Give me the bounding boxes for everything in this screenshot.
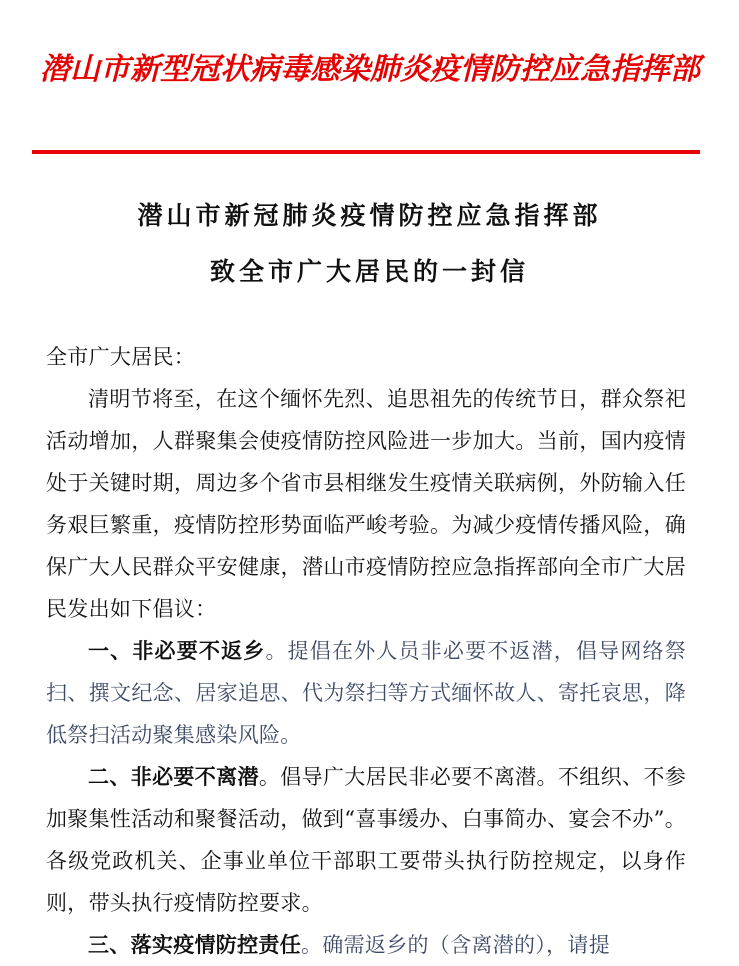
- intro-paragraph: 清明节将至，在这个缅怀先烈、追思祖先的传统节日，群众祭祀活动增加，人群聚集会使疫情防控风险进一步加大。当前，国内疫情处于关键时期，周边多个省市县相继发生疫情关联病例，外防输入任务艰巨繁重，疫情防控形势面临严峻考验。为减少疫情传播风险，确保广大人民群众平安健康，潜山市疫情防控应急指挥部向全市广大居民发出如下倡议：: [46, 387, 686, 621]
- item-2-text: 。倡导广大居民非必要不离潜。不组织、不参加聚集性活动和聚餐活动，做到“喜事缓办、白事简办、宴会不办”。各级党政机关、企事业单位干部职工要带头执行防控规定，以身作则，带头执行疫情防控要求。: [46, 765, 686, 915]
- item-2: [46, 756, 686, 924]
- item-2-heading: 二、非必要不离潜: [88, 765, 259, 789]
- item-3-text: 。确需返乡的（含离潜的），请提: [301, 933, 610, 957]
- letter-body: [46, 336, 686, 966]
- item-1: [46, 630, 686, 756]
- salutation: 全市广大居民：: [46, 345, 196, 369]
- letter-title-line2: 致全市广大居民的一封信: [209, 257, 529, 286]
- item-1-heading: 一、非必要不返乡: [88, 639, 266, 663]
- red-divider: [32, 150, 700, 154]
- item-3-heading: 三、落实疫情防控责任: [88, 933, 301, 957]
- item-1-text: 。提倡在外人员非必要不返潜，倡导网络祭扫、撰文纪念、居家追思、代为祭扫等方式缅怀故人、寄托哀思，降低祭扫活动聚集感染风险。: [46, 639, 686, 747]
- item-3: [46, 924, 686, 966]
- masthead-title: 潜山市新型冠状病毒感染肺炎疫情防控应急指挥部: [40, 52, 700, 87]
- letter-title-line1: 潜山市新冠肺炎疫情防控应急指挥部: [137, 201, 602, 230]
